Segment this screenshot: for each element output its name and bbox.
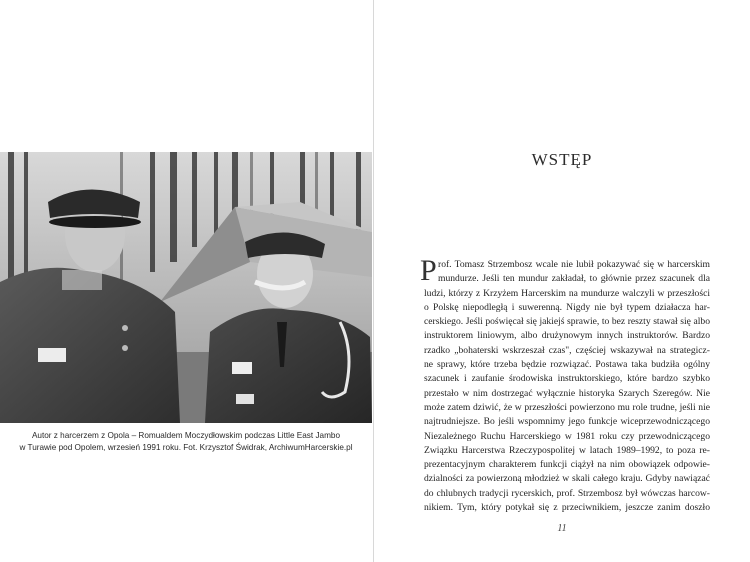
text-line: prezentacyjnym charakterem funkcji ciążył na nim obowiązek odpowie- bbox=[424, 459, 710, 471]
caption-line-1: Autor z harcerzem z Opola – Romualdem Moczydłowskim podczas Little East Jambo bbox=[31, 431, 341, 440]
text-line: dzialności za powierzoną młodzież w skali całego kraju. Gdyby nawiązać bbox=[424, 473, 710, 485]
text-line: Niezależnego Ruchu Harcerskiego w 1981 roku czy przewodniczącego bbox=[424, 430, 710, 442]
text-line: przestało w nim dostrzegać wyłącznie historyka Szarych Szeregów. Nie bbox=[424, 387, 710, 399]
body-text bbox=[424, 258, 710, 515]
page-number: 11 bbox=[557, 523, 567, 534]
text-line: najtrudniejsze. Bo jeśli wspomnimy jego funkcje wiceprzewodniczącego bbox=[424, 416, 710, 428]
text-line: ne sprawy, które trzeba będzie rozwiązać. Postawa taka budziła ogólny bbox=[424, 359, 710, 371]
text-line: mundurze. Jeśli ten mundur zakładał, to głównie przez szacunek dla bbox=[438, 273, 710, 285]
drop-cap: P bbox=[420, 254, 437, 287]
text-line: szacunek i zaufanie środowiska instruktorskiego, które bardzo szybko bbox=[424, 373, 710, 385]
text-line: cerskiego. Jeśli poświęcał się jakiejś sprawie, to bez reszty stawał się albo bbox=[424, 316, 710, 328]
photo-caption bbox=[6, 430, 366, 454]
left-page bbox=[0, 0, 373, 562]
photo-scouts-in-uniform bbox=[0, 152, 372, 423]
text-line: o Polskę niepodległą i suwerenną. Nigdy nie był typem działacza har- bbox=[424, 301, 710, 313]
right-page bbox=[374, 0, 750, 562]
chapter-title: WSTĘP bbox=[531, 150, 593, 169]
text-line: nikiem. Tym, który potykał się z przeciwnikiem, jeszcze zanim doszło bbox=[424, 502, 710, 514]
text-line: ludzi, którzy z Krzyżem Harcerskim na mundurze walczyli w przeszłości bbox=[424, 287, 710, 299]
text-line: może zatem dziwić, że w przeszłości powierzono mu role trudne, jeśli nie bbox=[424, 401, 710, 413]
text-line: instruktorem liniowym, albo drużynowym innych instruktorów. Bardzo bbox=[424, 330, 710, 342]
text-line: rzadko „bohaterski wskrzeszał czas", częściej wskazywał na strategicz- bbox=[424, 344, 710, 356]
text-line: do chlubnych tradycji rycerskich, prof. Strzembosz był wówczas harcow- bbox=[424, 487, 710, 499]
caption-line-2: w Turawie pod Opolem, wrzesień 1991 roku. Fot. Krzysztof Świdrak, ArchiwumHarcerskie.pl bbox=[19, 443, 353, 452]
text-line: Związku Harcerstwa Rzeczypospolitej w latach 1989–1992, to poza re- bbox=[424, 444, 710, 456]
text-line: rof. Tomasz Strzembosz wcale nie lubił pokazywać się w harcerskim bbox=[438, 259, 710, 270]
